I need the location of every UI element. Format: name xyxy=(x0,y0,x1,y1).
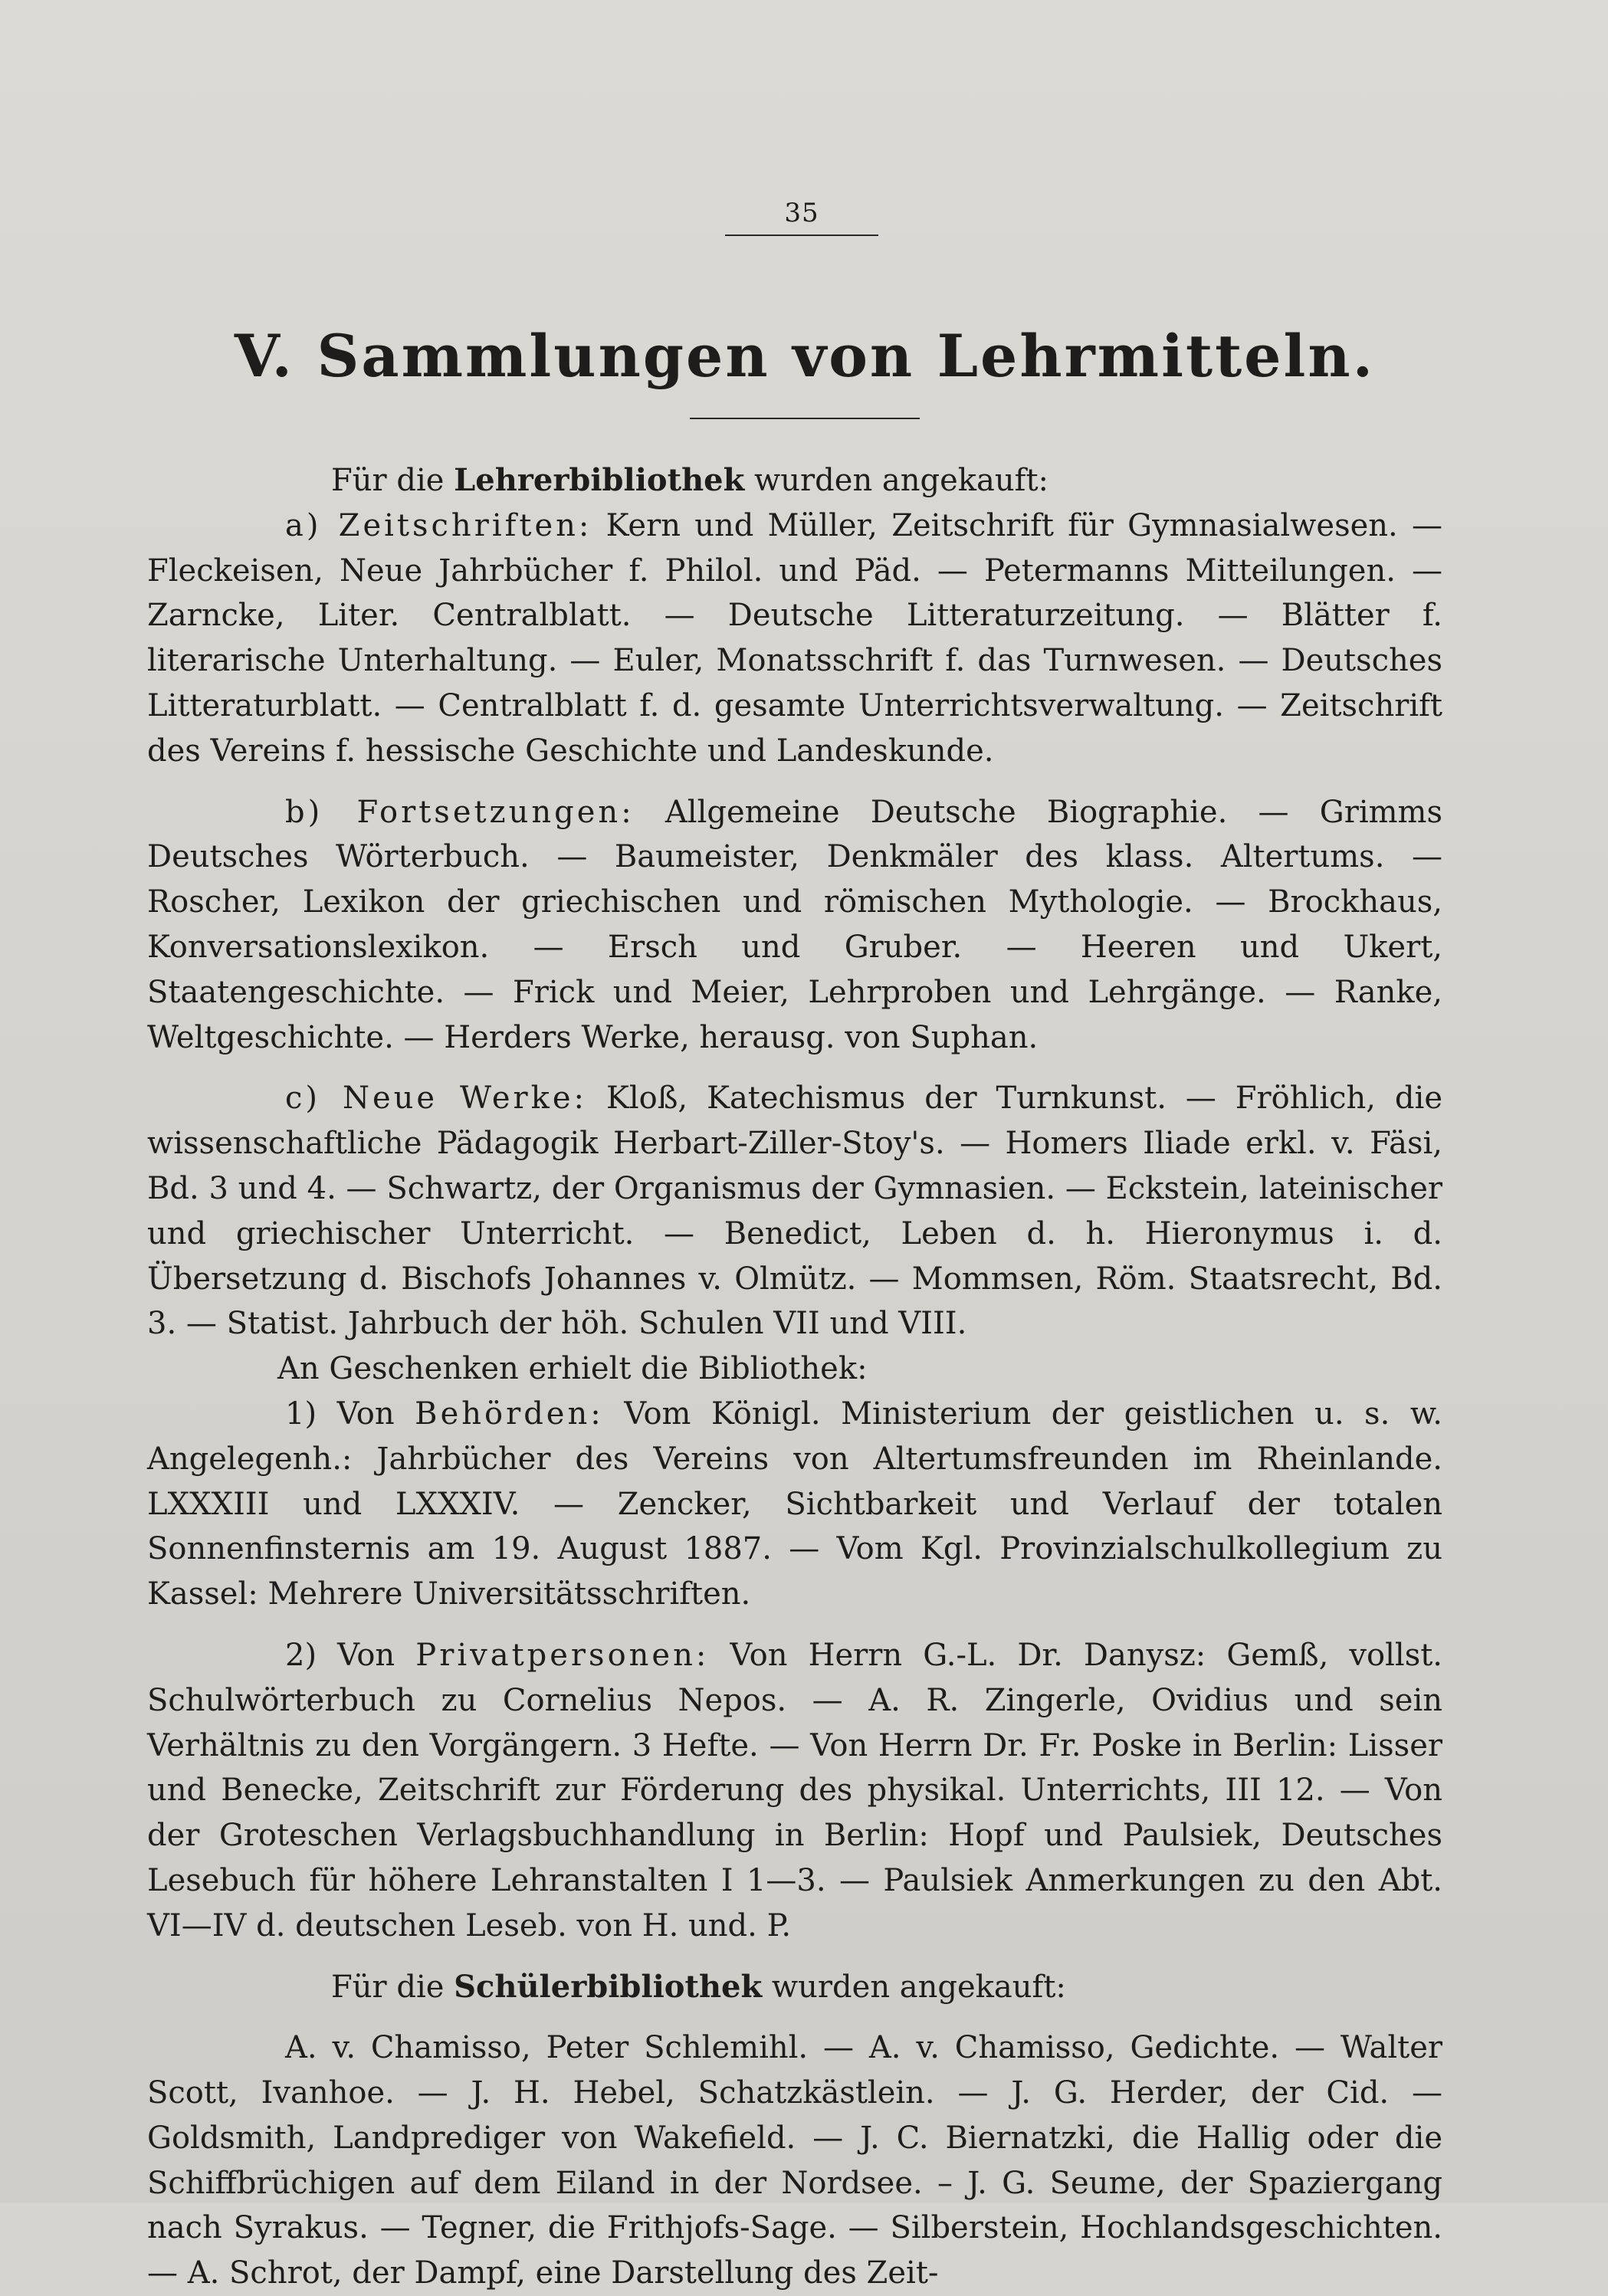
heading-rule xyxy=(690,418,920,419)
section-heading: V. Sammlungen von Lehrmitteln. xyxy=(234,322,1376,390)
zeitschriften-label: a) Zeitschriften: xyxy=(285,507,592,543)
behoerden-label: Behörden: xyxy=(415,1396,604,1432)
geschenke-intro: An Geschenken erhielt die Bibliothek: xyxy=(277,1351,868,1387)
schueler-intro-bold: Schülerbibliothek xyxy=(454,1968,763,2005)
behoerden-num: 1) Von xyxy=(285,1396,395,1432)
neue-werke-label: c) Neue Werke: xyxy=(285,1081,588,1117)
privat-paragraph xyxy=(147,1633,1442,1949)
lehrer-intro-pre: Für die xyxy=(331,463,445,498)
lehrer-intro-bold: Lehrerbibliothek xyxy=(454,462,745,498)
fortsetzungen-paragraph xyxy=(147,790,1442,1061)
page-number: 35 xyxy=(784,198,819,228)
zeitschriften-text: Kern und Müller, Zeitschrift für Gymnasialwesen. — Fleckeisen, Neue Jahrbücher f. Philol. und Päd. — Petermanns Mitteilungen. — Zarncke, Liter. Centralblatt. — Deutsche Litteraturzeitung. — Blätter f. literarische Unterhaltung. — Euler, Monatsschrift f. das Turnwesen. — Deutsches Litteraturblatt. — Centralblatt f. d. gesamte Unterrichtsverwaltung. — Zeitschrift des Vereins f. hessische Geschichte und Landeskunde. xyxy=(147,507,1442,769)
neue-werke-text: Kloß, Katechismus der Turnkunst. — Fröhlich, die wissenschaftliche Pädagogik Herbart-Ziller-Stoy's. — Homers Iliade erkl. v. Fäsi, Bd. 3 und 4. — Schwartz, der Organismus der Gymnasien. — Eckstein, lateinischer und griechischer Unterricht. — Benedict, Leben d. h. Hieronymus i. d. Übersetzung d. Bischofs Johannes v. Olmütz. — Mommsen, Röm. Staatsrecht, Bd. 3. — Statist. Jahrbuch der höh. Schulen VII und VIII. xyxy=(147,1081,1442,1342)
page-number-rule xyxy=(725,235,878,236)
lehrer-intro xyxy=(147,458,1442,503)
behoerden-paragraph xyxy=(147,1392,1442,1617)
zeitschriften-paragraph xyxy=(147,503,1442,774)
privat-num: 2) Von xyxy=(285,1637,395,1673)
behoerden-text: Vom Königl. Ministerium der geistlichen u. s. w. Angelegenh.: Jahrbücher des Vereins von Altertumsfreunden im Rheinlande. LXXXIII und LXXXIV. — Zencker, Sichtbarkeit und Verlauf der totalen Sonnenfinsternis am 19. August 1887. — Vom Kgl. Provinzialschulkollegium zu Kassel: Mehrere Universitätsschriften. xyxy=(147,1396,1443,1612)
schueler-intro xyxy=(147,1965,1442,2010)
fortsetzungen-text: Allgemeine Deutsche Biographie. — Grimms Deutsches Wörterbuch. — Baumeister, Denkmäler des klass. Altertums. — Roscher, Lexikon der griechischen und römischen Mythologie. — Brockhaus, Konversationslexikon. — Ersch und Gruber. — Heeren und Ukert, Staatengeschichte. — Frick und Meier, Lehrproben und Lehrgänge. — Ranke, Weltgeschichte. — Herders Werke, herausg. von Suphan. xyxy=(147,794,1442,1055)
body-text xyxy=(147,458,1442,2296)
fortsetzungen-label: b) Fortsetzungen: xyxy=(285,794,635,830)
privat-text: Von Herrn G.-L. Dr. Danysz: Gemß, vollst. Schulwörterbuch zu Cornelius Nepos. — A. R. Zingerle, Ovidius und sein Verhältnis zu den Vorgängern. 3 Hefte. — Von Herrn Dr. Fr. Poske in Berlin: Lisser und Benecke, Zeitschrift zur Förderung des physikal. Unterrichts, III 12. — Von der Groteschen Verlagsbuchhandlung in Berlin: Hopf und Paulsiek, Deutsches Lesebuch für höhere Lehranstalten I 1—3. — Paulsiek Anmerkungen zu den Abt. VI—IV d. deutschen Leseb. von H. und. P. xyxy=(147,1637,1443,1943)
schueler-intro-post: wurden angekauft: xyxy=(771,1969,1066,2005)
lehrer-intro-post: wurden angekauft: xyxy=(754,463,1049,498)
schueler-intro-pre: Für die xyxy=(331,1969,445,2005)
privat-label: Privatpersonen: xyxy=(415,1637,710,1673)
schueler-paragraph: A. v. Chamisso, Peter Schlemihl. — A. v. Chamisso, Gedichte. — Walter Scott, Ivanhoe. — J. H. Hebel, Schatzkästlein. — J. G. Herder, der Cid. — Goldsmith, Landprediger von Wakefield. — J. C. Biernatzki, die Hallig oder die Schiffbrüchigen auf dem Eiland in der Nordsee. – J. G. Seume, der Spaziergang nach Syrakus. — Tegner, die Frithjofs-Sage. — Silberstein, Hochlandsgeschichten. — A. Schrot, der Dampf, eine Darstellung des Zeit- xyxy=(147,2030,1442,2291)
neue-werke-paragraph xyxy=(147,1076,1442,1346)
